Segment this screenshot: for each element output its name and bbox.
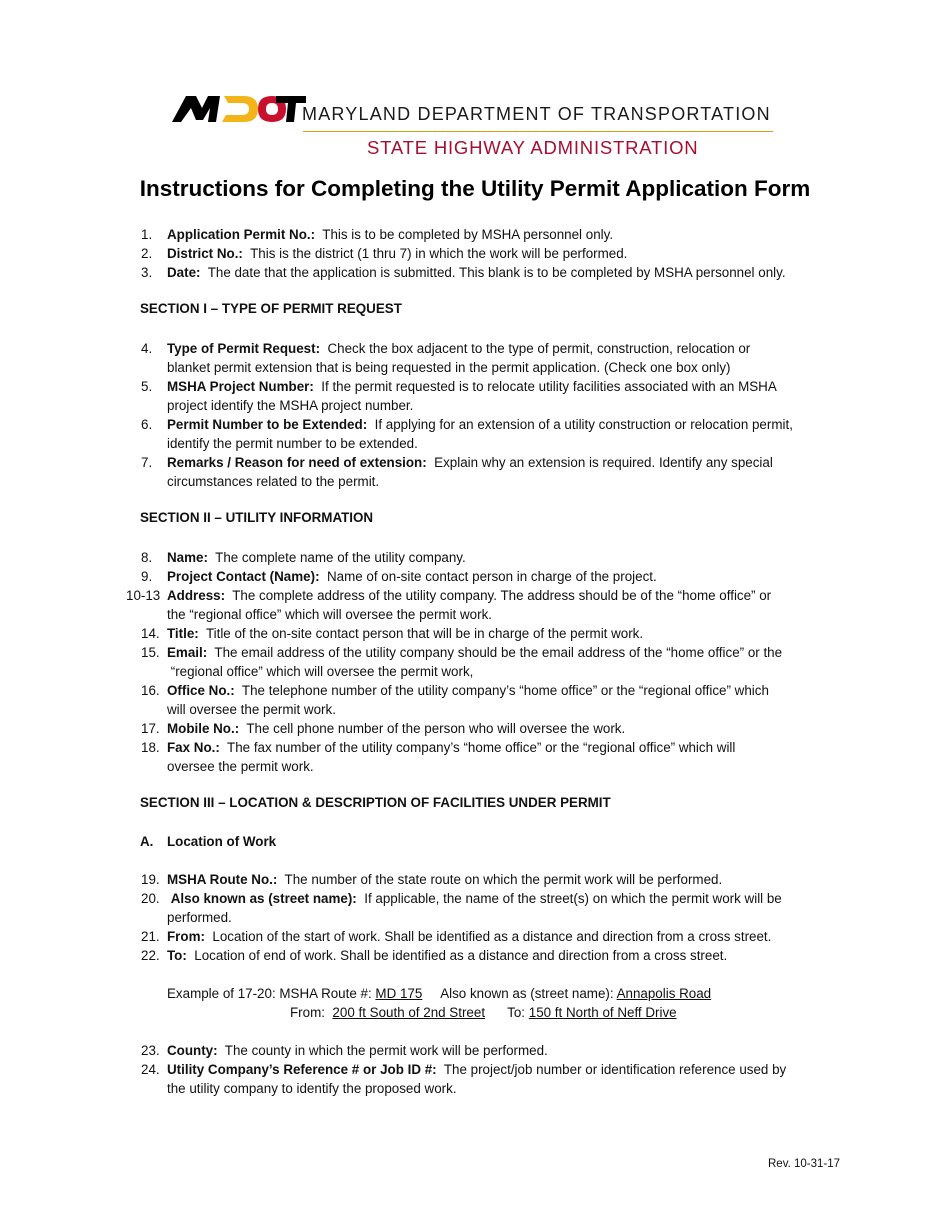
item-number: 22. bbox=[141, 948, 160, 963]
item-text-cont: identify the permit number to be extended. bbox=[167, 436, 418, 451]
item-text-cont: will oversee the permit work. bbox=[167, 702, 336, 717]
item-label: Project Contact (Name): bbox=[167, 569, 320, 584]
item-text-cont: circumstances related to the permit. bbox=[167, 474, 380, 489]
section-heading: SECTION II – UTILITY INFORMATION bbox=[140, 510, 374, 525]
item-text-cont: the utility company to identify the proposed work. bbox=[167, 1081, 457, 1096]
item-text: The email address of the utility company should be the email address of the “home office” or the bbox=[214, 645, 783, 660]
item-text: The complete address of the utility company. The address should be of the “home office” or bbox=[232, 588, 772, 603]
item-text: If the permit requested is to relocate utility facilities associated with an MSHA bbox=[321, 379, 777, 394]
item-text-cont: the “regional office” which will oversee the permit work. bbox=[167, 607, 492, 622]
example-aka-value: Annapolis Road bbox=[616, 986, 712, 1001]
item-text: If applying for an extension of a utility construction or relocation permit, bbox=[374, 417, 793, 432]
section-heading: SECTION III – LOCATION & DESCRIPTION OF FACILITIES UNDER PERMIT bbox=[140, 795, 611, 810]
item-label: County: bbox=[167, 1043, 218, 1058]
item-text-cont: oversee the permit work. bbox=[167, 759, 314, 774]
item-text: The fax number of the utility company’s “home office” or the “regional office” which will bbox=[227, 740, 736, 755]
item-label: Permit Number to be Extended: bbox=[167, 417, 368, 432]
example-line-from-to bbox=[290, 1003, 677, 1022]
item-text: This is the district (1 thru 7) in which the work will be performed. bbox=[250, 246, 628, 261]
item-text: The cell phone number of the person who will oversee the work. bbox=[246, 721, 626, 736]
example-aka-label: Also known as (street name): bbox=[440, 986, 614, 1001]
item-number: 16. bbox=[141, 683, 160, 698]
item-text: Title of the on-site contact person that will be in charge of the permit work. bbox=[205, 626, 644, 641]
item-label: Type of Permit Request: bbox=[167, 341, 321, 356]
item-text-cont: blanket permit extension that is being requested in the permit application. (Check one box only) bbox=[167, 360, 731, 375]
example-from-value: 200 ft South of 2nd Street bbox=[332, 1005, 486, 1020]
item-text: The complete name of the utility company. bbox=[215, 550, 466, 565]
item-text: Location of end of work. Shall be identified as a distance and direction from a cross street. bbox=[194, 948, 728, 963]
item-text: The project/job number or identification reference used by bbox=[443, 1062, 787, 1077]
item-number: 23. bbox=[141, 1043, 160, 1058]
administration-name: STATE HIGHWAY ADMINISTRATION bbox=[367, 137, 699, 158]
item-label: District No.: bbox=[167, 246, 243, 261]
item-number: 6. bbox=[141, 417, 153, 432]
item-text: The date that the application is submitted. This blank is to be completed by MSHA personnel only. bbox=[207, 265, 786, 280]
item-text-cont: project identify the MSHA project number. bbox=[167, 398, 414, 413]
department-name: MARYLAND DEPARTMENT OF TRANSPORTATION bbox=[302, 104, 771, 124]
item-label: From: bbox=[167, 929, 205, 944]
item-label: Application Permit No.: bbox=[167, 227, 316, 242]
item-number: 3. bbox=[141, 265, 153, 280]
example-lead: Example of 17-20: MSHA Route #: bbox=[167, 986, 372, 1001]
example-to-value: 150 ft North of Neff Drive bbox=[528, 1005, 677, 1020]
item-label: Title: bbox=[167, 626, 199, 641]
item-number: 9. bbox=[141, 569, 153, 584]
header-divider bbox=[303, 131, 773, 132]
item-label: To: bbox=[167, 948, 187, 963]
subsection-title: Location of Work bbox=[167, 834, 277, 849]
item-number: 21. bbox=[141, 929, 160, 944]
item-label: Also known as (street name): bbox=[170, 891, 357, 906]
item-text: Check the box adjacent to the type of permit, construction, relocation or bbox=[327, 341, 751, 356]
item-label: Remarks / Reason for need of extension: bbox=[167, 455, 427, 470]
item-text: The county in which the permit work will be performed. bbox=[224, 1043, 548, 1058]
item-label: Fax No.: bbox=[167, 740, 220, 755]
subsection-letter: A. bbox=[140, 834, 154, 849]
item-label: Office No.: bbox=[167, 683, 235, 698]
page-title: Instructions for Completing the Utility Permit Application Form bbox=[139, 176, 811, 201]
item-text: Name of on-site contact person in charge of the project. bbox=[326, 569, 657, 584]
item-text: This is to be completed by MSHA personnel only. bbox=[322, 227, 614, 242]
item-text: Location of the start of work. Shall be identified as a distance and direction from a cross street. bbox=[212, 929, 772, 944]
example-route-value: MD 175 bbox=[375, 986, 423, 1001]
item-number: 20. bbox=[141, 891, 160, 906]
item-text-cont: performed. bbox=[167, 910, 232, 925]
example-from-label: From: bbox=[290, 1005, 325, 1020]
item-number: 8. bbox=[141, 550, 153, 565]
agency-header bbox=[172, 92, 777, 164]
item-text: The telephone number of the utility company’s “home office” or the “regional office” which bbox=[241, 683, 769, 698]
item-label: Mobile No.: bbox=[167, 721, 240, 736]
item-label: MSHA Route No.: bbox=[167, 872, 278, 887]
example-to-label: To: bbox=[507, 1005, 526, 1020]
item-number: 14. bbox=[141, 626, 160, 641]
item-label: Email: bbox=[167, 645, 208, 660]
item-number: 2. bbox=[141, 246, 153, 261]
item-number: 18. bbox=[141, 740, 160, 755]
item-number: 17. bbox=[141, 721, 160, 736]
example-line-route bbox=[167, 984, 711, 1003]
item-number: 1. bbox=[141, 227, 153, 242]
item-text: If applicable, the name of the street(s) on which the permit work will be bbox=[364, 891, 782, 906]
item-label: MSHA Project Number: bbox=[167, 379, 314, 394]
item-number: 7. bbox=[141, 455, 153, 470]
item-text: Explain why an extension is required. Identify any special bbox=[434, 455, 773, 470]
item-text: The number of the state route on which the permit work will be performed. bbox=[284, 872, 723, 887]
revision-date: Rev. 10-31-17 bbox=[768, 1158, 841, 1170]
item-number: 4. bbox=[141, 341, 153, 356]
mdot-logo bbox=[172, 92, 306, 126]
section-heading: SECTION I – TYPE OF PERMIT REQUEST bbox=[140, 301, 402, 316]
item-label: Name: bbox=[167, 550, 208, 565]
item-number: 15. bbox=[141, 645, 160, 660]
item-label: Utility Company’s Reference # or Job ID #: bbox=[167, 1062, 437, 1077]
item-number: 19. bbox=[141, 872, 160, 887]
item-number: 10-13 bbox=[126, 588, 161, 603]
item-label: Date: bbox=[167, 265, 201, 280]
item-label: Address: bbox=[167, 588, 226, 603]
item-number: 24. bbox=[141, 1062, 160, 1077]
item-number: 5. bbox=[141, 379, 153, 394]
item-text-cont: “regional office” which will oversee the permit work, bbox=[170, 664, 474, 679]
